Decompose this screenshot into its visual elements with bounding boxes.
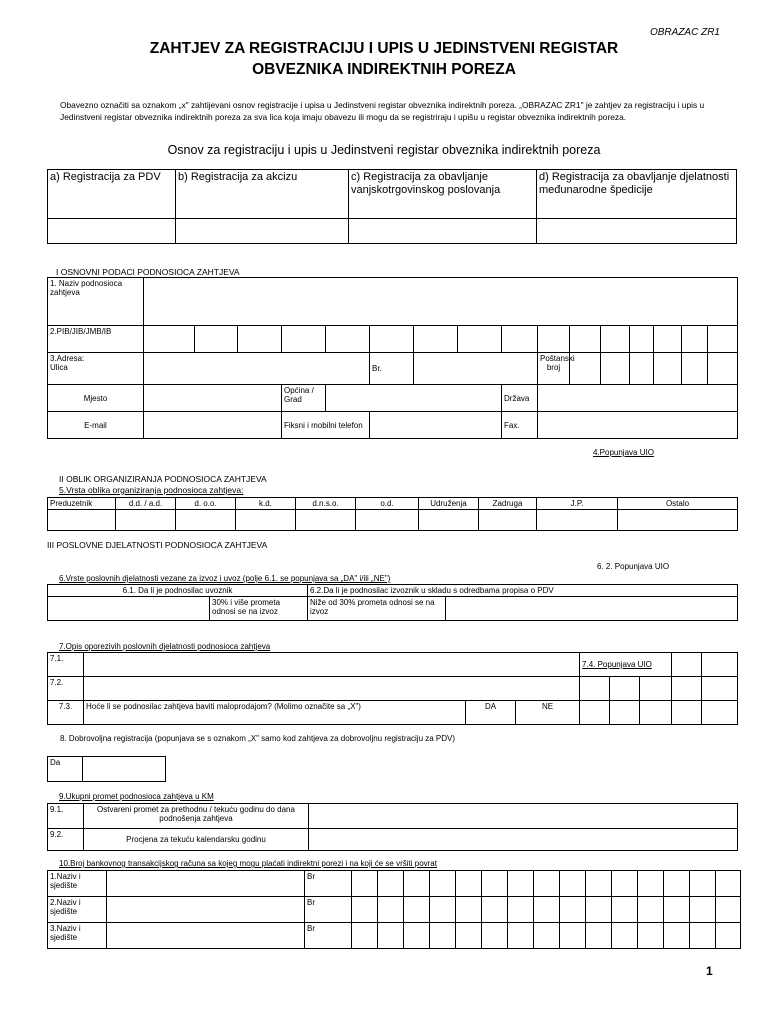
- fax-label: Fax.: [502, 412, 538, 439]
- postal-cell[interactable]: [682, 353, 708, 385]
- org-col-ostalo: Ostalo: [618, 498, 738, 510]
- org-check[interactable]: [48, 510, 116, 531]
- basis-option-b: b) Registracija za akcizu: [176, 170, 349, 219]
- br-input[interactable]: [414, 353, 538, 385]
- q62a-label: 30% i više prometa odnosi se na izvoz: [210, 597, 308, 621]
- account-cell[interactable]: [638, 871, 664, 897]
- bank-1-label: 1.Naziv i sjedište: [48, 871, 107, 897]
- retail-no-label: NE: [516, 701, 580, 725]
- basis-title: Osnov za registraciju i upis u Jedinstveni registar obveznika indirektnih poreza: [167, 143, 601, 157]
- phone-label: Fiksni i mobilni telefon: [282, 412, 370, 439]
- page-title-line2: OBVEZNIKA INDIREKTNIH POREZA: [252, 61, 516, 78]
- org-check[interactable]: [236, 510, 296, 531]
- pib-cell[interactable]: [538, 326, 570, 353]
- city-label: Mjesto: [48, 385, 144, 412]
- basis-check-d[interactable]: [537, 219, 737, 244]
- code-cell[interactable]: [610, 701, 640, 725]
- q62b-label: Niže od 30% prometa odnosi se na izvoz: [308, 597, 446, 621]
- pib-cell[interactable]: [708, 326, 738, 353]
- account-cell[interactable]: [586, 871, 612, 897]
- account-cell[interactable]: [430, 923, 456, 949]
- pib-cell[interactable]: [195, 326, 238, 353]
- activity-72-num: 7.2.: [48, 677, 84, 701]
- email-input[interactable]: [144, 412, 282, 439]
- municipality-input[interactable]: [326, 385, 502, 412]
- code-cell[interactable]: [702, 701, 738, 725]
- q61-label: 6.1. Da li je podnosilac uvoznik: [48, 585, 308, 597]
- section6-sub: 6.Vrste poslovnih djelatnosti vezane za izvoz i uvoz (polje 6.1. se popunjava sa „DA" i/ili „NE"): [59, 574, 391, 583]
- code-cell[interactable]: [610, 677, 640, 701]
- account-cell[interactable]: [716, 871, 741, 897]
- basis-check-a[interactable]: [48, 219, 176, 244]
- account-cell[interactable]: [560, 897, 586, 923]
- code-cell[interactable]: [580, 677, 610, 701]
- account-cell[interactable]: [378, 923, 404, 949]
- org-check[interactable]: [296, 510, 356, 531]
- turnover-92-label: Procjena za tekuću kalendarsku godinu: [84, 829, 309, 851]
- street-input[interactable]: [144, 353, 370, 385]
- state-label: Država: [502, 385, 538, 412]
- address-label: [48, 353, 144, 385]
- section2-sub: 5.Vrsta oblika organiziranja podnosioca zahtjeva:: [59, 485, 244, 495]
- bank-table: [47, 870, 741, 949]
- account-cell[interactable]: [482, 897, 508, 923]
- bank-3-br: Br: [305, 923, 352, 949]
- import-export-table: [47, 584, 738, 621]
- account-cell[interactable]: [716, 923, 741, 949]
- account-cell[interactable]: [404, 923, 430, 949]
- municipality-label: Općina / Grad: [282, 385, 326, 412]
- pib-cell[interactable]: [630, 326, 654, 353]
- phone-input[interactable]: [370, 412, 502, 439]
- turnover-91-label: Ostvareni promet za prethodnu / tekuću godinu do dana podnošenja zahtjeva: [84, 804, 309, 829]
- turnover-91-num: 9.1.: [48, 804, 84, 829]
- name-input[interactable]: [144, 278, 738, 326]
- org-check[interactable]: [419, 510, 479, 531]
- org-col-preduzetnik: Preduzetnik: [48, 498, 116, 510]
- fax-input[interactable]: [538, 412, 738, 439]
- turnover-92-input[interactable]: [309, 829, 738, 851]
- account-cell[interactable]: [378, 897, 404, 923]
- account-cell[interactable]: [534, 923, 560, 949]
- uio-note-62: 6. 2. Popunjava UIO: [597, 562, 670, 571]
- intro-text: Obavezno označiti sa oznakom „x" zahtijevani osnov registracije i upisa u Jedinstveni registar obveznika indirektnih poreza. „OBRAZAC ZR1" je zahtjev za registraciju i upis u Jedinstveni registar obveznika indirektnih poreza za sva lica koja imaju obavezu ili mogu da se registriraju i upišu u registar obveznika indirektnih poreza.: [60, 100, 705, 123]
- voluntary-table: [47, 756, 166, 782]
- code-cell[interactable]: [702, 677, 738, 701]
- activity-72-input[interactable]: [84, 677, 580, 701]
- postal-cell[interactable]: [654, 353, 682, 385]
- org-col-kd: k.d.: [236, 498, 296, 510]
- activity-73-num: 7.3.: [48, 701, 84, 725]
- code-cell[interactable]: [702, 653, 738, 677]
- pib-label: 2.PIB/JIB/JMB/IB: [48, 326, 144, 353]
- bank-3-name[interactable]: [107, 923, 305, 949]
- state-input[interactable]: [538, 385, 738, 412]
- postal-label: Poštanski broj: [538, 353, 570, 385]
- postal-cell[interactable]: [630, 353, 654, 385]
- org-check[interactable]: [479, 510, 537, 531]
- pib-cell[interactable]: [601, 326, 630, 353]
- code-cell[interactable]: [672, 701, 702, 725]
- org-col-zadruga: Zadruga: [479, 498, 537, 510]
- basis-table: [47, 169, 737, 244]
- account-cell[interactable]: [430, 871, 456, 897]
- org-form-table: [47, 497, 738, 531]
- account-cell[interactable]: [508, 871, 534, 897]
- account-cell[interactable]: [664, 923, 690, 949]
- name-label: 1. Naziv podnosioca zahtjeva: [48, 278, 144, 326]
- org-check[interactable]: [356, 510, 419, 531]
- turnover-table: [47, 803, 738, 851]
- org-check[interactable]: [537, 510, 618, 531]
- email-label: E-mail: [48, 412, 144, 439]
- org-col-jp: J.P.: [537, 498, 618, 510]
- basis-option-a: a) Registracija za PDV: [48, 170, 176, 219]
- q62-answer[interactable]: [446, 597, 738, 621]
- pib-cell[interactable]: [144, 326, 195, 353]
- br-label: Br.: [370, 353, 414, 385]
- org-col-udruzenja: Udruženja: [419, 498, 479, 510]
- uio-note-4: 4.Popunjava UIO: [593, 448, 654, 457]
- basis-check-b[interactable]: [176, 219, 349, 244]
- account-cell[interactable]: [612, 897, 638, 923]
- pib-cell[interactable]: [370, 326, 414, 353]
- address-title: 3.Adresa:: [50, 354, 85, 363]
- retail-question: Hoće li se podnosilac zahtjeva baviti maloprodajom? (Molimo označite sa „X"): [84, 701, 466, 725]
- org-check[interactable]: [116, 510, 176, 531]
- turnover-91-input[interactable]: [309, 804, 738, 829]
- account-cell[interactable]: [404, 871, 430, 897]
- pib-cell[interactable]: [326, 326, 370, 353]
- postal-cell[interactable]: [601, 353, 630, 385]
- account-cell[interactable]: [664, 897, 690, 923]
- account-cell[interactable]: [690, 871, 716, 897]
- voluntary-da-check[interactable]: [83, 757, 166, 782]
- pib-cell[interactable]: [282, 326, 326, 353]
- account-cell[interactable]: [690, 923, 716, 949]
- account-cell[interactable]: [456, 871, 482, 897]
- section1-table: [47, 277, 738, 439]
- bank-1-br: Br: [305, 871, 352, 897]
- activity-71-input[interactable]: [84, 653, 580, 677]
- basis-option-c: c) Registracija za obavljanje vanjskotrgovinskog poslovanja: [349, 170, 537, 219]
- org-col-od: o.d.: [356, 498, 419, 510]
- account-cell[interactable]: [612, 923, 638, 949]
- city-input[interactable]: [144, 385, 282, 412]
- uio-note-74: [580, 653, 672, 677]
- account-cell[interactable]: [482, 871, 508, 897]
- bank-2-label: 2.Naziv i sjedište: [48, 897, 107, 923]
- account-cell[interactable]: [352, 897, 378, 923]
- bank-2-br: Br: [305, 897, 352, 923]
- basis-check-c[interactable]: [349, 219, 537, 244]
- code-cell[interactable]: [640, 701, 672, 725]
- uio-note-74-text: 7.4. Popunjava UIO: [582, 660, 652, 669]
- street-label: Ulica: [50, 363, 68, 372]
- account-cell[interactable]: [378, 871, 404, 897]
- account-cell[interactable]: [586, 897, 612, 923]
- retail-yes-label: DA: [466, 701, 516, 725]
- form-code: OBRAZAC ZR1: [649, 27, 720, 38]
- page-title-line1: ZAHTJEV ZA REGISTRACIJU I UPIS U JEDINSTVENI REGISTAR: [149, 40, 619, 57]
- account-cell[interactable]: [482, 923, 508, 949]
- account-cell[interactable]: [560, 871, 586, 897]
- q61-answer[interactable]: [48, 597, 210, 621]
- code-cell[interactable]: [672, 677, 702, 701]
- account-cell[interactable]: [508, 897, 534, 923]
- account-cell[interactable]: [534, 871, 560, 897]
- voluntary-da-label: Da: [48, 757, 83, 782]
- activity-71-num: 7.1.: [48, 653, 84, 677]
- section8-sub: 8. Dobrovoljna registracija (popunjava se s oznakom „X" samo kod zahtjeva za dobrovoljnu registraciju za PDV): [60, 734, 456, 743]
- account-cell[interactable]: [404, 897, 430, 923]
- pib-cell[interactable]: [682, 326, 708, 353]
- pib-cell[interactable]: [458, 326, 502, 353]
- activities-table: [47, 652, 738, 725]
- pib-cell[interactable]: [502, 326, 538, 353]
- pib-cell[interactable]: [238, 326, 282, 353]
- account-cell[interactable]: [352, 871, 378, 897]
- code-cell[interactable]: [672, 653, 702, 677]
- org-check[interactable]: [618, 510, 738, 531]
- turnover-92-num: 9.2.: [48, 829, 84, 851]
- section1-heading: I OSNOVNI PODACI PODNOSIOCA ZAHTJEVA: [56, 267, 240, 277]
- code-cell[interactable]: [580, 701, 610, 725]
- bank-3-label: 3.Naziv i sjedište: [48, 923, 107, 949]
- org-check[interactable]: [176, 510, 236, 531]
- pib-cell[interactable]: [654, 326, 682, 353]
- account-cell[interactable]: [534, 897, 560, 923]
- account-cell[interactable]: [560, 923, 586, 949]
- org-col-dnso: d.n.s.o.: [296, 498, 356, 510]
- account-cell[interactable]: [456, 897, 482, 923]
- account-cell[interactable]: [352, 923, 378, 949]
- section7-sub: 7.Opis oporezivih poslovnih djelatnosti podnosioca zahtjeva: [59, 642, 271, 651]
- pib-cell[interactable]: [414, 326, 458, 353]
- section3-heading: III POSLOVNE DJELATNOSTI PODNOSIOCA ZAHTJEVA: [47, 540, 268, 550]
- account-cell[interactable]: [456, 923, 482, 949]
- postal-cell[interactable]: [708, 353, 738, 385]
- account-cell[interactable]: [586, 923, 612, 949]
- org-col-doo: d. o.o.: [176, 498, 236, 510]
- account-cell[interactable]: [716, 897, 741, 923]
- bank-2-name[interactable]: [107, 897, 305, 923]
- account-cell[interactable]: [430, 897, 456, 923]
- bank-1-name[interactable]: [107, 871, 305, 897]
- account-cell[interactable]: [612, 871, 638, 897]
- section10-sub: 10.Broj bankovnog transakcijskog računa sa kojeg mogu plaćati indirektni porezi i na koji će se vršiti povrat: [59, 859, 437, 868]
- basis-option-d: d) Registracija za obavljanje djelatnosti međunarodne špedicije: [537, 170, 737, 219]
- account-cell[interactable]: [690, 897, 716, 923]
- pib-cell[interactable]: [570, 326, 601, 353]
- org-col-dd: d.d. / a.d.: [116, 498, 176, 510]
- q62-label: 6.2.Da li je podnosilac izvoznik u skladu s odredbama propisa o PDV: [308, 585, 738, 597]
- section9-sub: 9.Ukupni promet podnosioca zahtjeva u KM: [59, 792, 214, 801]
- section2-heading: II OBLIK ORGANIZIRANJA PODNOSIOCA ZAHTJEVA: [59, 474, 267, 484]
- code-cell[interactable]: [640, 677, 672, 701]
- account-cell[interactable]: [638, 897, 664, 923]
- page-number: 1: [706, 964, 713, 978]
- account-cell[interactable]: [638, 923, 664, 949]
- account-cell[interactable]: [664, 871, 690, 897]
- account-cell[interactable]: [508, 923, 534, 949]
